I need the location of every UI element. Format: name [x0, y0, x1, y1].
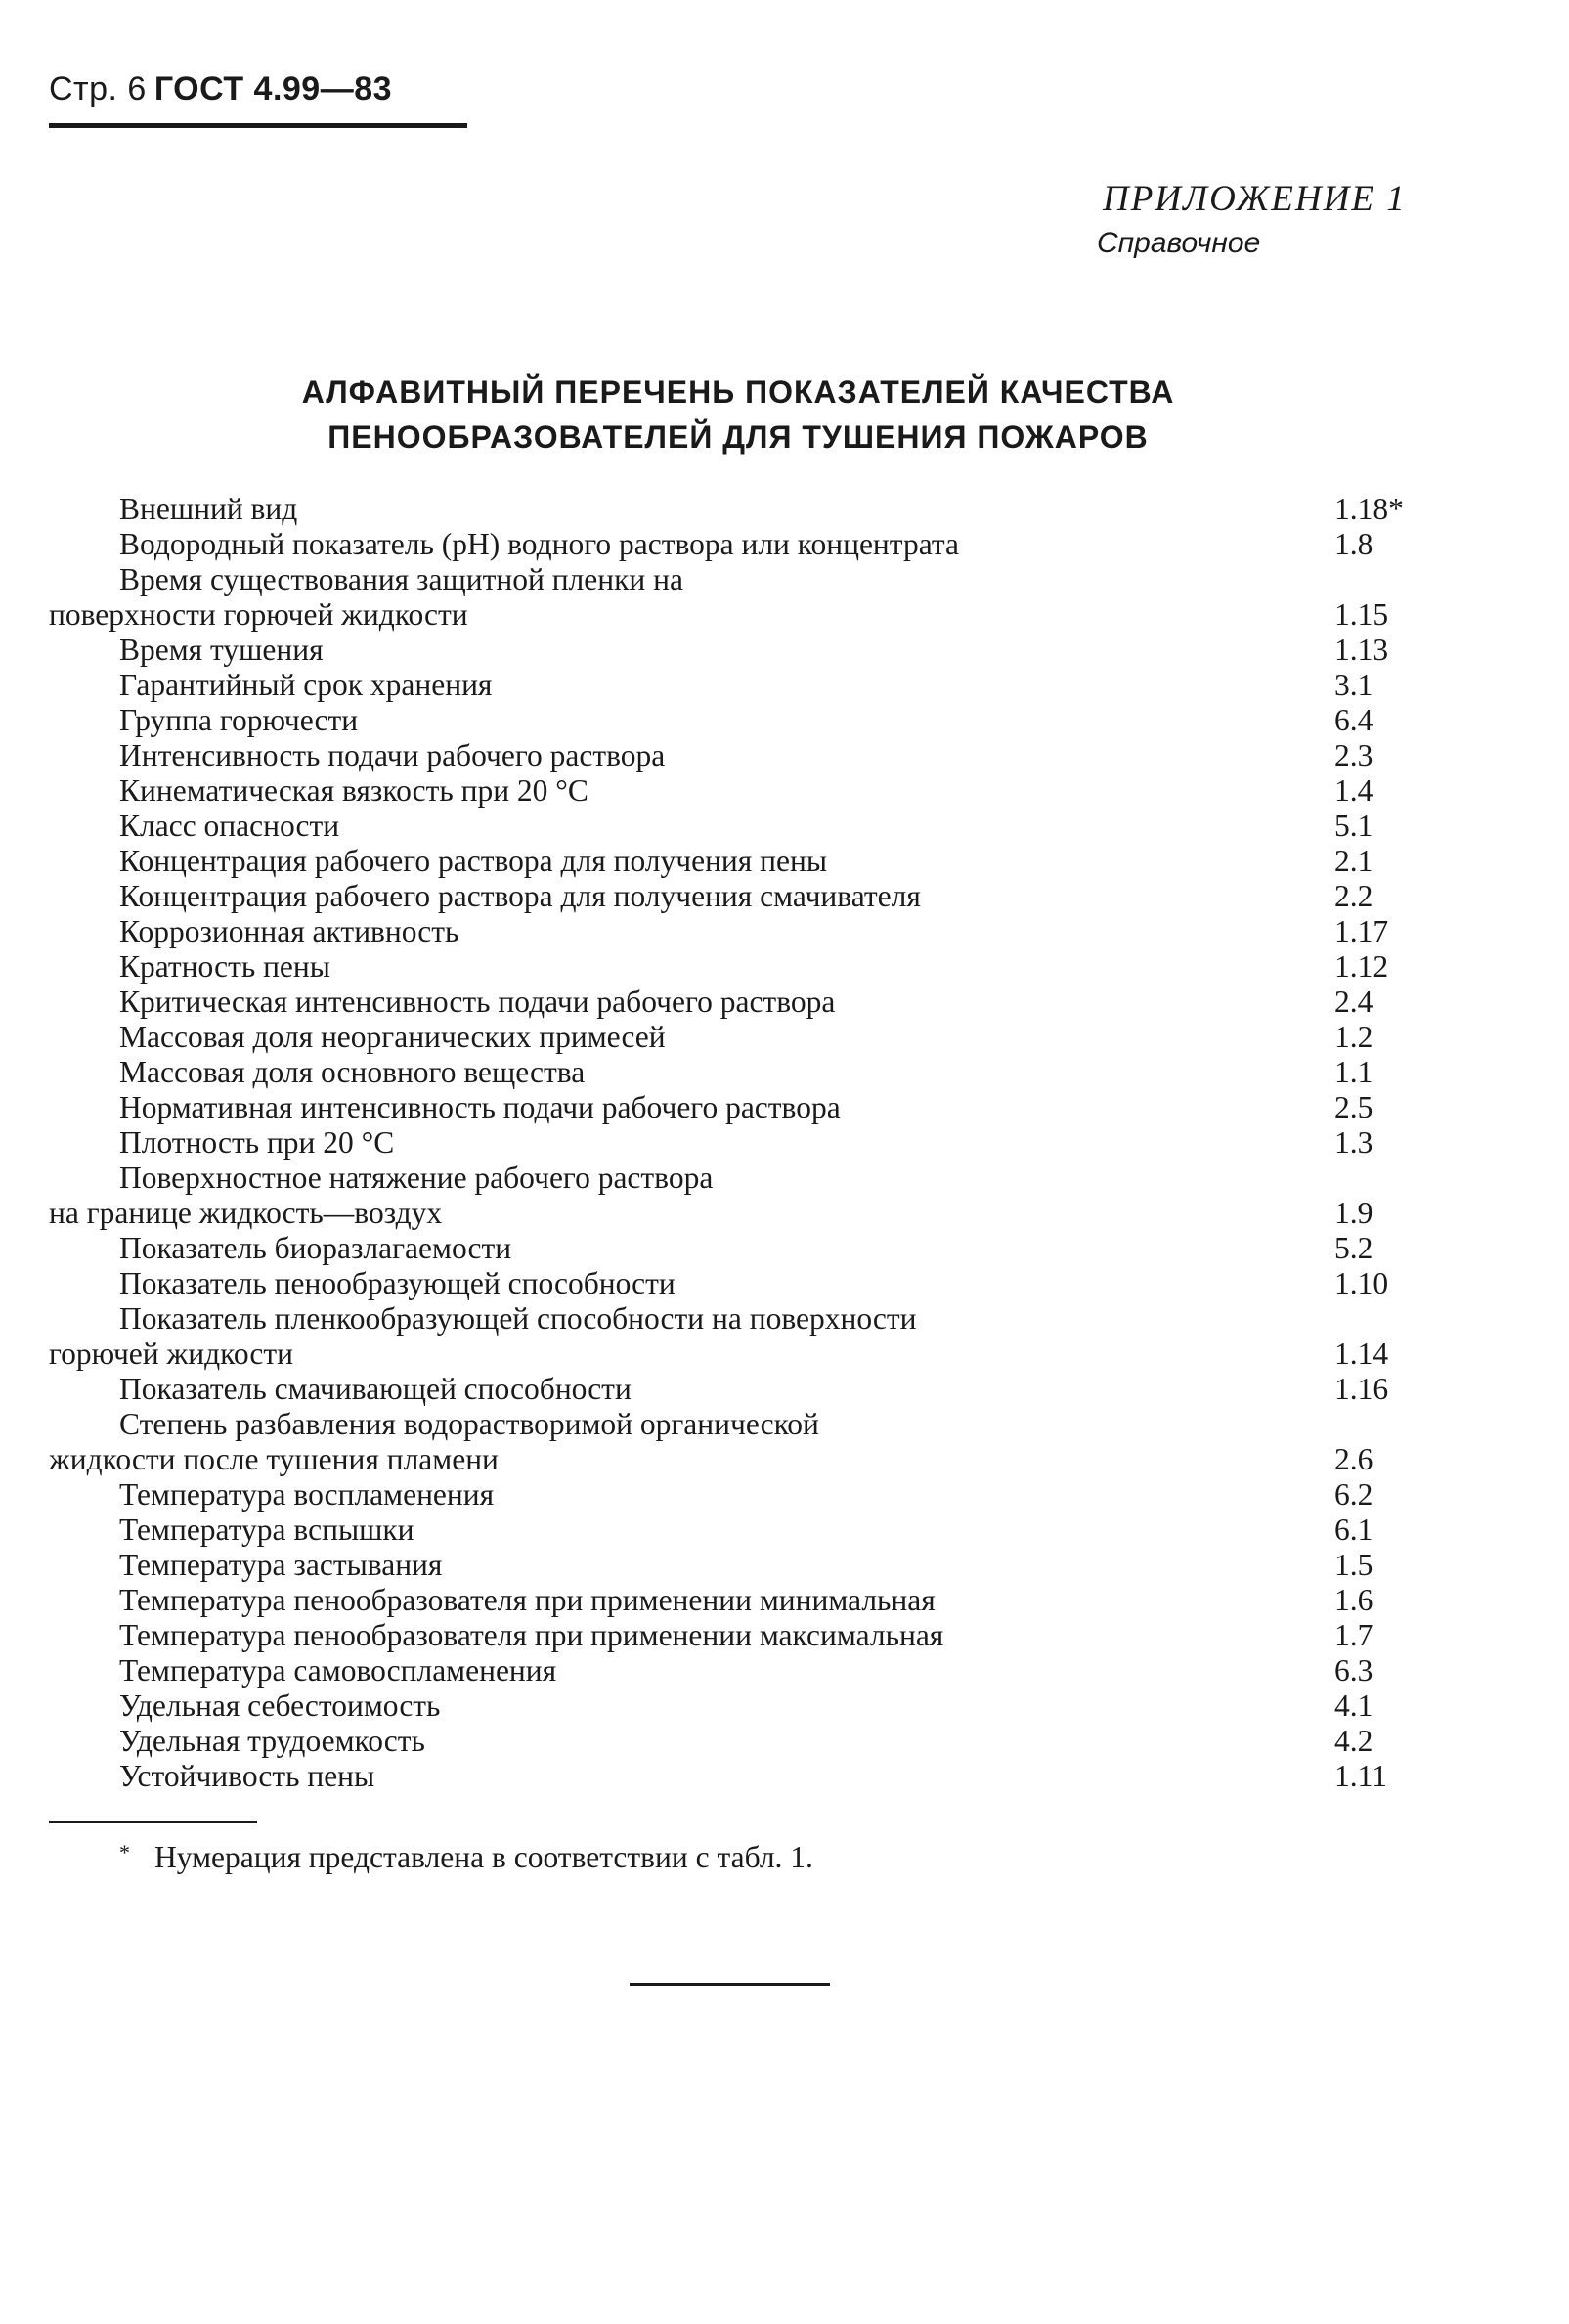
index-entry-reference: 2.6 — [1334, 1442, 1373, 1476]
index-entry-reference: 1.10 — [1334, 1266, 1389, 1300]
index-entry-reference: 1.13 — [1334, 633, 1389, 667]
index-entry-label: Степень разбавления водорастворимой органической — [119, 1407, 819, 1441]
index-entry-reference: 5.2 — [1334, 1231, 1373, 1265]
index-entry-label: Показатель смачивающей способности — [119, 1372, 632, 1406]
index-entry-label: Температура застывания — [119, 1548, 443, 1582]
index-entry-reference: 1.2 — [1334, 1020, 1373, 1054]
index-entry-label: Группа горючести — [119, 703, 359, 737]
index-entry — [0, 949, 1569, 985]
page-number: Стр. 6 — [49, 70, 147, 108]
index-entry-label: Показатель биоразлагаемости — [119, 1231, 512, 1265]
index-entry — [0, 527, 1569, 562]
appendix-title: ПРИЛОЖЕНИЕ 1 — [1103, 179, 1407, 219]
index-entry-label: Гарантийный срок хранения — [119, 668, 493, 702]
index-entry-reference: 1.1 — [1334, 1055, 1373, 1089]
index-entry — [0, 1513, 1569, 1548]
index-entry-reference: 2.4 — [1334, 985, 1373, 1019]
index-entry — [0, 985, 1569, 1020]
index-entry — [0, 703, 1569, 738]
index-entry-reference: 1.18* — [1334, 492, 1404, 526]
index-entry-reference: 2.5 — [1334, 1090, 1373, 1124]
footnote-text: Нумерация представлена в соответствии с табл. 1. — [154, 1840, 813, 1874]
index-entry-reference: 6.3 — [1334, 1653, 1373, 1688]
index-entry-reference: 6.4 — [1334, 703, 1373, 737]
index-entry — [0, 1372, 1569, 1407]
index-entry-label: Внешний вид — [119, 492, 298, 526]
index-entry-label-continuation: жидкости после тушения пламени — [49, 1442, 499, 1476]
standard-designation: ГОСТ 4.99—83 — [153, 70, 393, 108]
index-entry — [0, 492, 1569, 527]
index-entry-label: Кинематическая вязкость при 20 °С — [119, 773, 588, 808]
index-entry-reference: 1.14 — [1334, 1337, 1389, 1371]
index-entry-reference: 1.17 — [1334, 914, 1389, 948]
index-entry — [0, 1548, 1569, 1583]
index-entry — [0, 1055, 1569, 1090]
index-entry-label: Время существования защитной пленки на — [119, 562, 683, 596]
index-entry-label-continuation: на границе жидкость—воздух — [49, 1196, 443, 1230]
index-entry-reference: 1.3 — [1334, 1125, 1373, 1160]
index-entry — [0, 1020, 1569, 1055]
index-entry-reference: 1.7 — [1334, 1618, 1373, 1652]
index-entry-reference: 1.5 — [1334, 1548, 1373, 1582]
index-entry-label: Устойчивость пены — [119, 1759, 375, 1793]
index-entry-label: Нормативная интенсивность подачи рабочего раствора — [119, 1090, 841, 1124]
index-entry — [0, 844, 1569, 879]
index-entry-label: Концентрация рабочего раствора для получения пены — [119, 844, 828, 878]
index-entry — [0, 1618, 1569, 1653]
index-entry — [0, 1407, 1569, 1477]
index-entry-label: Коррозионная активность — [119, 914, 459, 948]
index-entry-reference: 5.1 — [1334, 809, 1373, 843]
index-entry-reference: 4.2 — [1334, 1724, 1373, 1758]
end-rule — [630, 1983, 830, 1986]
index-entry — [0, 738, 1569, 773]
index-entry — [0, 1583, 1569, 1618]
index-entry — [0, 668, 1569, 703]
index-entry-reference: 1.8 — [1334, 527, 1373, 561]
index-entry-label: Температура воспламенения — [119, 1477, 495, 1512]
index-entry-label: Показатель пленкообразующей способности на поверхности — [119, 1301, 917, 1336]
index-entry-reference: 1.6 — [1334, 1583, 1373, 1617]
index-entry-label: Поверхностное натяжение рабочего раствора — [119, 1161, 714, 1195]
index-entry — [0, 773, 1569, 809]
index-entry — [0, 1090, 1569, 1125]
index-entry-reference: 3.1 — [1334, 668, 1373, 702]
index-entry — [0, 1724, 1569, 1759]
document-title-line-1: АЛФАВИТНЫЙ ПЕРЕЧЕНЬ ПОКАЗАТЕЛЕЙ КАЧЕСТВА — [301, 374, 1175, 410]
index-entry-label: Показатель пенообразующей способности — [119, 1266, 676, 1300]
index-entry — [0, 633, 1569, 668]
index-entry — [0, 1759, 1569, 1794]
indicator-index-list — [0, 492, 1569, 1794]
index-entry-reference: 1.4 — [1334, 773, 1373, 808]
index-entry-label: Температура вспышки — [119, 1513, 414, 1547]
index-entry-reference: 2.2 — [1334, 879, 1373, 913]
index-entry-label: Массовая доля неорганических примесей — [119, 1020, 666, 1054]
document-title-line-2: ПЕНООБРАЗОВАТЕЛЕЙ ДЛЯ ТУШЕНИЯ ПОЖАРОВ — [327, 419, 1149, 455]
index-entry-label: Массовая доля основного вещества — [119, 1055, 586, 1089]
index-entry-label: Температура пенообразователя при применении максимальная — [119, 1618, 944, 1652]
index-entry-reference: 1.16 — [1334, 1372, 1389, 1406]
header-rule — [49, 123, 467, 128]
index-entry-label: Время тушения — [119, 633, 324, 667]
index-entry — [0, 1266, 1569, 1301]
index-entry-reference: 4.1 — [1334, 1688, 1373, 1723]
index-entry-label: Кратность пены — [119, 949, 330, 984]
index-entry-reference: 6.2 — [1334, 1477, 1373, 1512]
page-header — [49, 70, 392, 109]
footnote — [119, 1840, 813, 1875]
index-entry — [0, 1125, 1569, 1161]
index-entry — [0, 1231, 1569, 1266]
appendix-subtitle: Справочное — [1097, 227, 1261, 259]
index-entry-label-continuation: поверхности горючей жидкости — [49, 597, 468, 632]
index-entry-reference: 2.3 — [1334, 738, 1373, 772]
index-entry-label: Удельная себестоимость — [119, 1688, 441, 1723]
index-entry — [0, 1688, 1569, 1724]
index-entry-reference: 2.1 — [1334, 844, 1373, 878]
index-entry — [0, 1301, 1569, 1372]
index-entry — [0, 1477, 1569, 1513]
index-entry-label: Температура пенообразователя при применении минимальная — [119, 1583, 936, 1617]
index-entry-reference: 1.11 — [1334, 1759, 1387, 1793]
index-entry-label: Удельная трудоемкость — [119, 1724, 425, 1758]
index-entry-label: Класс опасности — [119, 809, 340, 843]
index-entry — [0, 1653, 1569, 1688]
index-entry — [0, 562, 1569, 633]
index-entry-label: Интенсивность подачи рабочего раствора — [119, 738, 666, 772]
index-entry — [0, 809, 1569, 844]
index-entry-label: Плотность при 20 °С — [119, 1125, 395, 1160]
index-entry-label: Температура самовоспламенения — [119, 1653, 557, 1688]
index-entry-reference: 1.15 — [1334, 597, 1389, 632]
index-entry-label: Концентрация рабочего раствора для получения смачивателя — [119, 879, 921, 913]
index-entry-label: Водородный показатель (pH) водного раствора или концентрата — [119, 527, 959, 561]
index-entry-reference: 1.9 — [1334, 1196, 1373, 1230]
index-entry-label-continuation: горючей жидкости — [49, 1337, 294, 1371]
footnote-mark: * — [119, 1840, 130, 1864]
index-entry-reference: 1.12 — [1334, 949, 1389, 984]
index-entry — [0, 879, 1569, 914]
index-entry — [0, 1161, 1569, 1231]
index-entry-label: Критическая интенсивность подачи рабочего раствора — [119, 985, 836, 1019]
index-entry — [0, 914, 1569, 949]
footnote-rule — [49, 1821, 257, 1823]
index-entry-reference: 6.1 — [1334, 1513, 1373, 1547]
